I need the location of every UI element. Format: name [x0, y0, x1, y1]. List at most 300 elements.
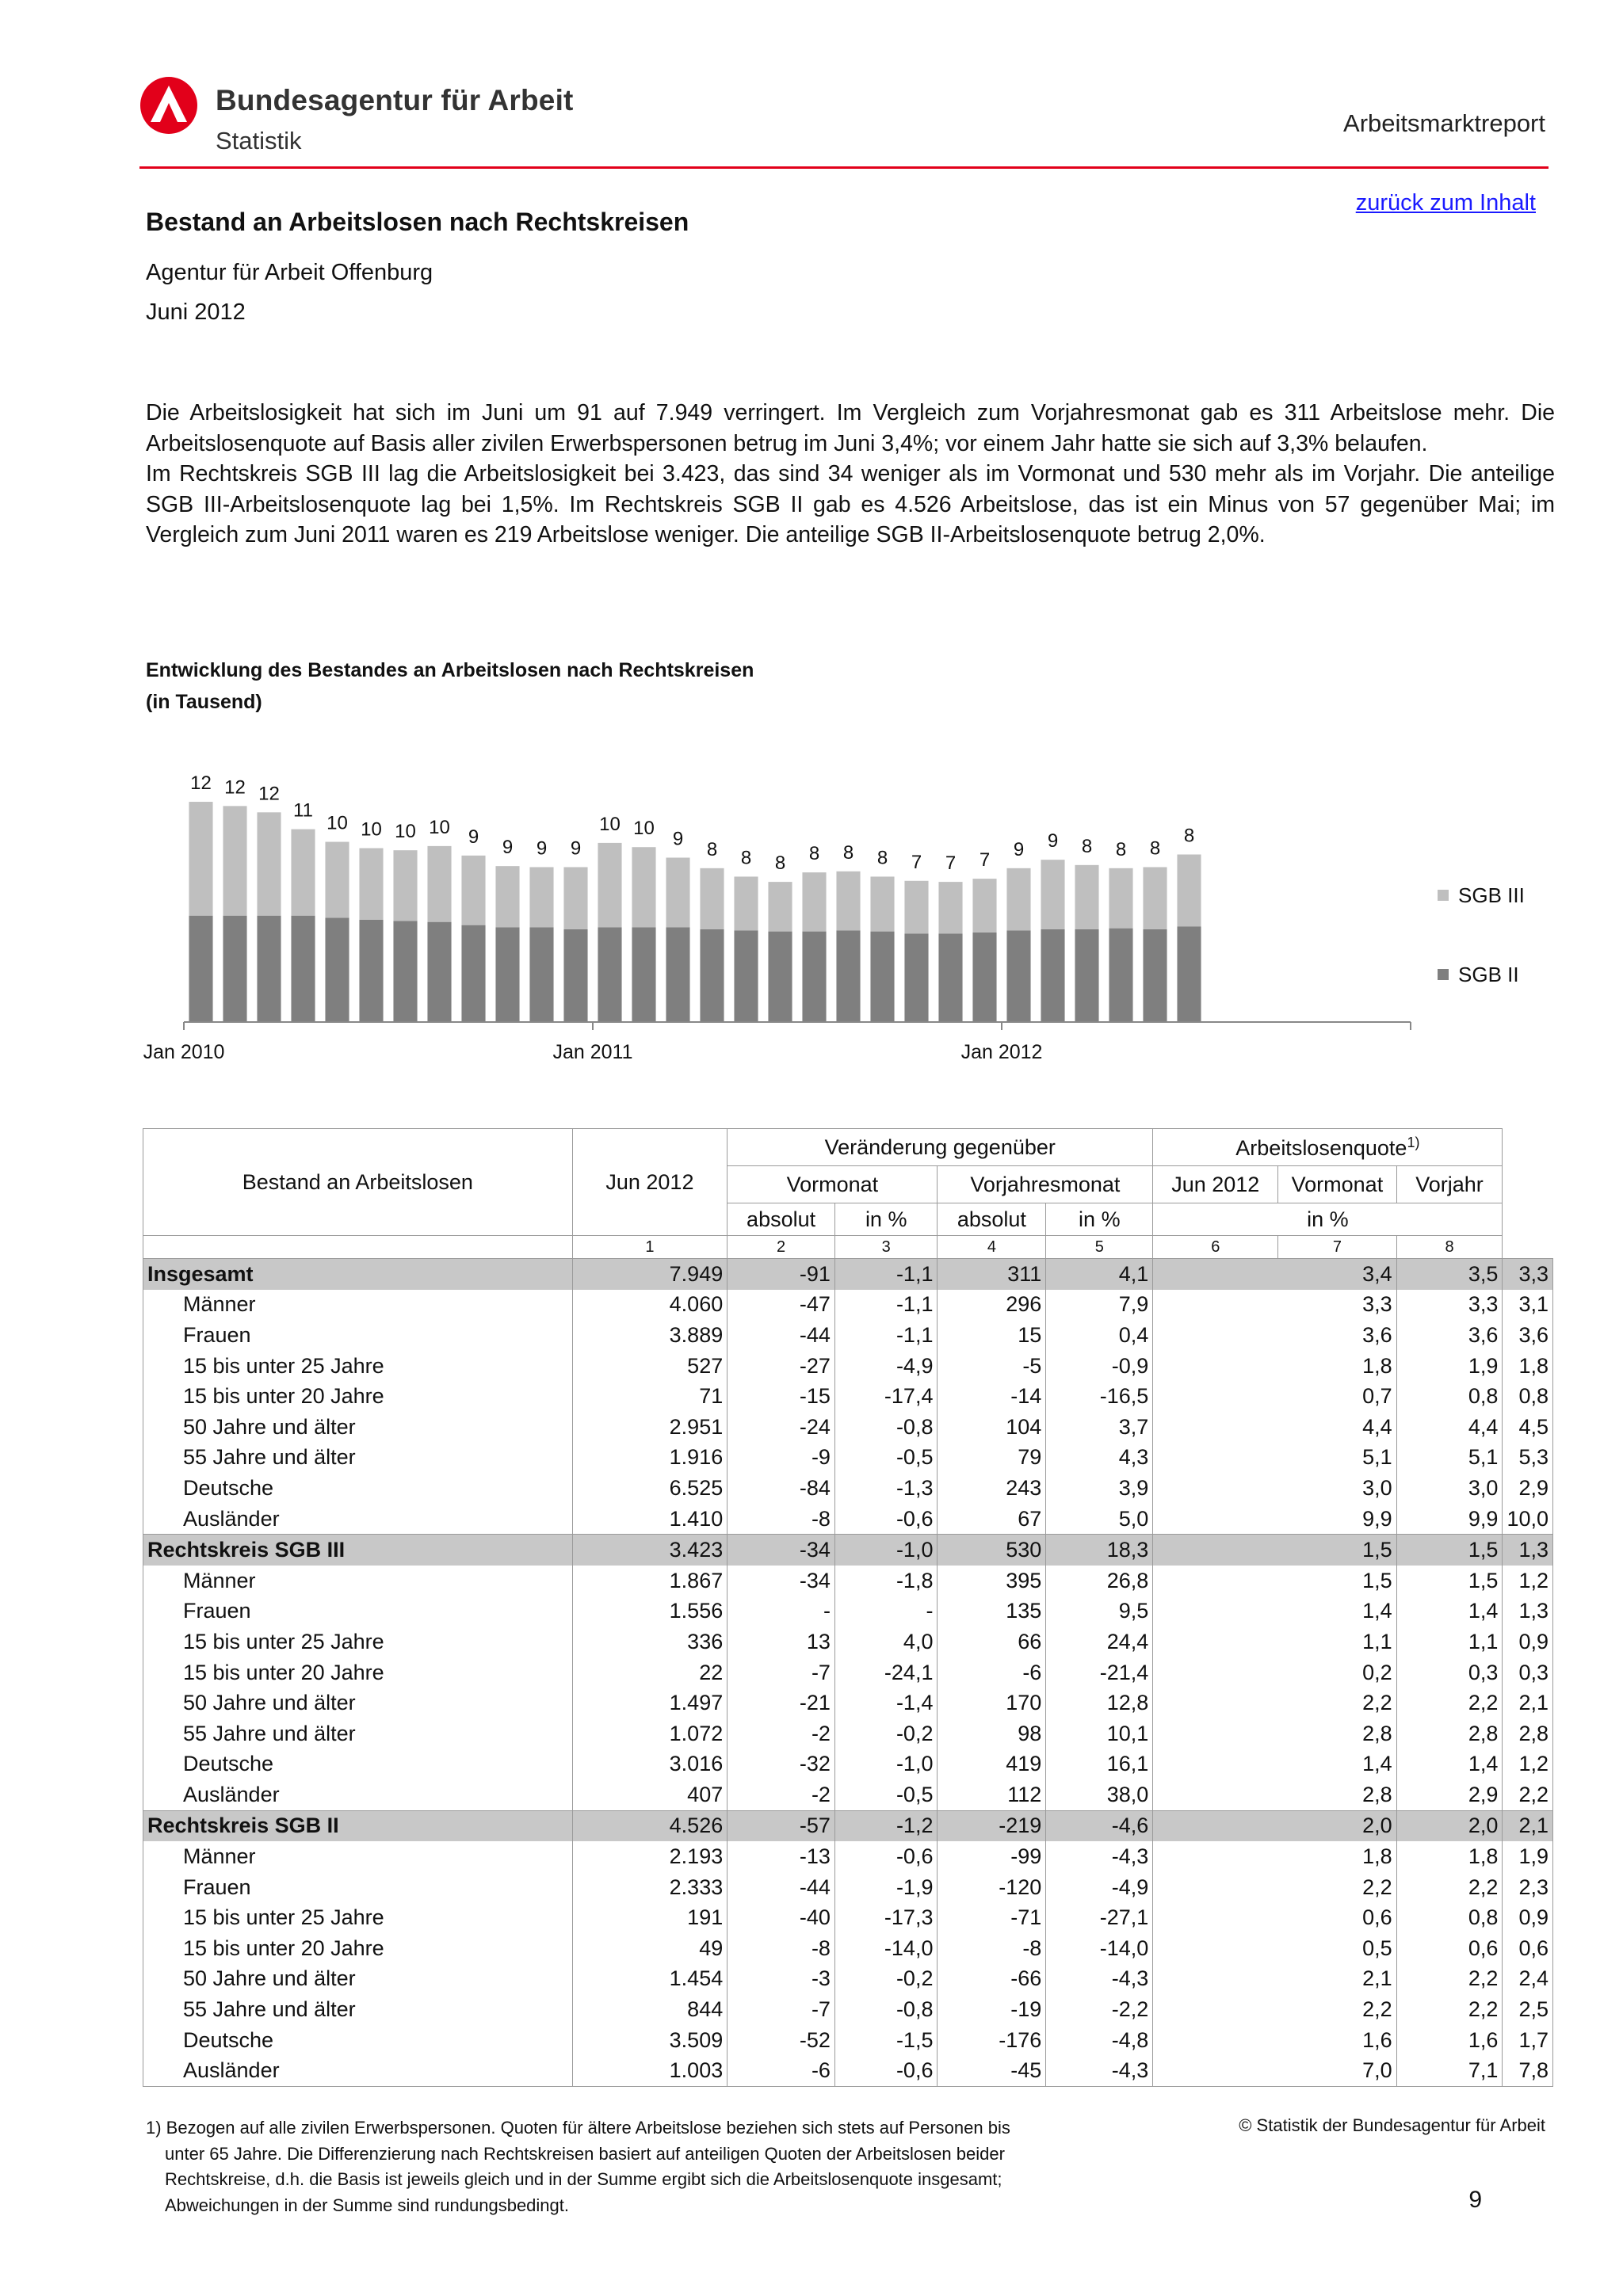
cell-col-4: -19 — [938, 1994, 1046, 2025]
cell-col-5: 0,4 — [1046, 1320, 1153, 1351]
cell-col-8: 10,0 — [1503, 1504, 1553, 1535]
cell-col-3: -0,6 — [834, 2055, 938, 2086]
cell-col-2: -27 — [727, 1351, 835, 1382]
header-quote-vormonat: Vormonat — [1278, 1166, 1396, 1203]
cell-col-8: 0,9 — [1503, 1627, 1553, 1657]
cell-col-6: 0,6 — [1153, 1902, 1396, 1933]
cell-col-6: 0,5 — [1153, 1933, 1396, 1964]
cell-col-2: -34 — [727, 1535, 835, 1566]
cell-col-4: -219 — [938, 1810, 1046, 1841]
bar-sgb3 — [359, 849, 383, 920]
bar-sgb2 — [1143, 929, 1167, 1022]
bar-sgb3 — [325, 842, 349, 918]
cell-col-6: 1,8 — [1153, 1841, 1396, 1872]
cell-col-1: 3.889 — [572, 1320, 727, 1351]
cell-col-8: 3,6 — [1503, 1320, 1553, 1351]
bar-sgb2 — [563, 929, 587, 1022]
bar-total-label: 9 — [468, 826, 479, 848]
cell-col-1: 4.526 — [572, 1810, 727, 1841]
cell-col-2: -52 — [727, 2025, 835, 2056]
bar-sgb3 — [1075, 865, 1098, 929]
bar-sgb3 — [836, 871, 860, 930]
cell-col-3: -0,5 — [834, 1779, 938, 1810]
bar-sgb2 — [1109, 929, 1132, 1022]
cell-col-4: 243 — [938, 1473, 1046, 1504]
header-quote — [1153, 1129, 1503, 1166]
cell-col-4: -71 — [938, 1902, 1046, 1933]
row-label: 15 bis unter 20 Jahre — [143, 1933, 573, 1964]
bar-sgb2 — [904, 933, 928, 1022]
report-period: Juni 2012 — [146, 299, 246, 325]
legend-label-sgb2: SGB II — [1458, 963, 1519, 986]
cell-col-7: 3,5 — [1396, 1259, 1503, 1290]
cell-col-8: 1,7 — [1503, 2025, 1553, 2056]
bar-total-label: 9 — [1047, 830, 1059, 852]
cell-col-3: -1,4 — [834, 1688, 938, 1718]
row-label: 55 Jahre und älter — [143, 1994, 573, 2025]
intro-paragraph-2: Im Rechtskreis SGB III lag die Arbeitslosigkeit bei 3.423, das sind 34 weniger als im Vormonat und 530 mehr als im Vorjahr. Die anteilige SGB III-Arbeitslosenquote lag bei 1,5%. Im Rechtskreis SGB II gab es 4.526 Arbeitslose, das ist ein Minus von 57 gegenüber Mai; im Vergleich zum Juni 2011 waren es 219 Arbeitslose weniger. Die anteilige SGB II-Arbeitslosenquote betrug 2,0%. — [146, 461, 1555, 547]
cell-col-6: 2,2 — [1153, 1872, 1396, 1903]
cell-col-5: 9,5 — [1046, 1596, 1153, 1627]
cell-col-8: 2,1 — [1503, 1688, 1553, 1718]
table-section-row — [143, 1535, 1553, 1566]
bar-sgb2 — [768, 932, 792, 1022]
cell-col-2: -91 — [727, 1259, 835, 1290]
cell-col-2: -44 — [727, 1872, 835, 1903]
table-row — [143, 1902, 1553, 1933]
table-body — [143, 1259, 1553, 2087]
bar-sgb2 — [598, 927, 621, 1022]
cell-col-1: 71 — [572, 1381, 727, 1412]
bar-sgb2 — [1075, 929, 1098, 1022]
cell-col-6: 3,4 — [1153, 1259, 1396, 1290]
legend-swatch-sgb2 — [1438, 969, 1449, 980]
cell-col-6: 0,7 — [1153, 1381, 1396, 1412]
row-label: Männer — [143, 1566, 573, 1596]
cell-col-6: 3,6 — [1153, 1320, 1396, 1351]
table-row — [143, 2025, 1553, 2056]
intro-paragraph-1: Die Arbeitslosigkeit hat sich im Juni um 91 auf 7.949 verringert. Im Vergleich zum Vorjahresmonat gab es 311 Arbeitslose mehr. Die Arbeitslosenquote auf Basis aller zivilen Erwerbspersonen betrug im Juni 3,4%; vor einem Jahr hatte sie sich auf 3,3% belaufen. — [146, 400, 1555, 456]
cell-col-1: 1.003 — [572, 2055, 727, 2086]
cell-col-7: 2,0 — [1396, 1810, 1503, 1841]
cell-col-3: -0,5 — [834, 1443, 938, 1474]
cell-col-8: 1,3 — [1503, 1596, 1553, 1627]
cell-col-1: 336 — [572, 1627, 727, 1657]
bar-total-label: 12 — [224, 776, 246, 799]
cell-col-5: 26,8 — [1046, 1566, 1153, 1596]
cell-col-6: 4,4 — [1153, 1412, 1396, 1443]
bar-sgb2 — [972, 933, 996, 1022]
cell-col-8: 3,1 — [1503, 1290, 1553, 1321]
bar-sgb3 — [495, 866, 519, 927]
table-row — [143, 1290, 1553, 1321]
cell-col-8: 0,9 — [1503, 1902, 1553, 1933]
cell-col-2: -3 — [727, 1964, 835, 1995]
bar-total-label: 8 — [1149, 837, 1161, 860]
header-colnum-4: 4 — [938, 1236, 1046, 1259]
bar-sgb3 — [666, 858, 689, 928]
bar-sgb2 — [291, 916, 315, 1022]
cell-col-2: -7 — [727, 1994, 835, 2025]
bar-sgb2 — [461, 925, 485, 1022]
cell-col-4: -8 — [938, 1933, 1046, 1964]
bar-total-label: 9 — [502, 837, 514, 859]
table-row — [143, 1504, 1553, 1535]
cell-col-6: 1,1 — [1153, 1627, 1396, 1657]
cell-col-2: -32 — [727, 1749, 835, 1780]
cell-col-7: 3,6 — [1396, 1320, 1503, 1351]
row-label: 55 Jahre und älter — [143, 1718, 573, 1749]
bar-sgb3 — [1177, 855, 1201, 927]
cell-col-4: 395 — [938, 1566, 1046, 1596]
bar-total-label: 10 — [361, 818, 382, 841]
copyright: © Statistik der Bundesagentur für Arbeit — [1239, 2115, 1545, 2135]
row-label: 50 Jahre und älter — [143, 1688, 573, 1718]
bar-sgb2 — [495, 927, 519, 1022]
bar-sgb2 — [257, 916, 281, 1022]
cell-col-6: 0,2 — [1153, 1657, 1396, 1688]
row-label: 15 bis unter 25 Jahre — [143, 1902, 573, 1933]
row-label: Ausländer — [143, 1779, 573, 1810]
bar-sgb2 — [700, 929, 724, 1022]
cell-col-5: 10,1 — [1046, 1718, 1153, 1749]
cell-col-2: -15 — [727, 1381, 835, 1412]
cell-col-4: 67 — [938, 1504, 1046, 1535]
cell-col-4: 530 — [938, 1535, 1046, 1566]
page-number: 9 — [1468, 2187, 1482, 2213]
cell-col-1: 2.193 — [572, 1841, 727, 1872]
cell-col-6: 1,4 — [1153, 1749, 1396, 1780]
table-row — [143, 1964, 1553, 1995]
cell-col-4: 66 — [938, 1627, 1046, 1657]
bar-sgb3 — [802, 872, 826, 931]
cell-col-1: 1.867 — [572, 1566, 727, 1596]
cell-col-1: 1.556 — [572, 1596, 727, 1627]
cell-col-8: 1,2 — [1503, 1566, 1553, 1596]
cell-col-3: -0,2 — [834, 1964, 938, 1995]
cell-col-2: -7 — [727, 1657, 835, 1688]
row-label: Deutsche — [143, 2025, 573, 2056]
cell-col-3: -17,4 — [834, 1381, 938, 1412]
unemployment-table — [143, 1128, 1553, 2087]
bar-sgb3 — [257, 812, 281, 915]
table-row — [143, 1351, 1553, 1382]
cell-col-6: 2,8 — [1153, 1779, 1396, 1810]
bar-sgb3 — [904, 881, 928, 934]
cell-col-7: 7,1 — [1396, 2055, 1503, 2086]
header-inpct-1: in % — [834, 1203, 938, 1236]
header-colnum-blank — [143, 1236, 573, 1259]
cell-col-7: 5,1 — [1396, 1443, 1503, 1474]
bar-total-label: 8 — [1081, 835, 1093, 857]
cell-col-2: -2 — [727, 1779, 835, 1810]
cell-col-5: -4,9 — [1046, 1872, 1153, 1903]
table-row — [143, 1749, 1553, 1780]
table-section-row — [143, 1810, 1553, 1841]
row-label: Deutsche — [143, 1749, 573, 1780]
cell-col-3: 4,0 — [834, 1627, 938, 1657]
cell-col-8: 1,8 — [1503, 1351, 1553, 1382]
cell-col-2: -21 — [727, 1688, 835, 1718]
cell-col-5: 18,3 — [1046, 1535, 1153, 1566]
row-label: 55 Jahre und älter — [143, 1443, 573, 1474]
header-quote-label: Arbeitslosenquote — [1235, 1135, 1407, 1160]
cell-col-7: 2,9 — [1396, 1779, 1503, 1810]
cell-col-2: -84 — [727, 1473, 835, 1504]
cell-col-6: 2,1 — [1153, 1964, 1396, 1995]
cell-col-1: 2.951 — [572, 1412, 727, 1443]
table-row — [143, 1596, 1553, 1627]
bar-sgb3 — [734, 876, 758, 930]
stacked-bar-chart — [135, 772, 1525, 1070]
cell-col-3: -1,5 — [834, 2025, 938, 2056]
bar-total-label: 8 — [774, 852, 786, 875]
bar-sgb2 — [325, 917, 349, 1022]
table-row — [143, 1627, 1553, 1657]
cell-col-2: 13 — [727, 1627, 835, 1657]
bar-total-label: 8 — [1115, 838, 1127, 860]
cell-col-7: 2,2 — [1396, 1994, 1503, 2025]
bar-total-label: 9 — [672, 828, 684, 850]
cell-col-2: -8 — [727, 1933, 835, 1964]
cell-col-2: -40 — [727, 1902, 835, 1933]
cell-col-3: -14,0 — [834, 1933, 938, 1964]
cell-col-6: 1,4 — [1153, 1596, 1396, 1627]
cell-col-8: 1,3 — [1503, 1535, 1553, 1566]
cell-col-2: -47 — [727, 1290, 835, 1321]
cell-col-1: 2.333 — [572, 1872, 727, 1903]
cell-col-2: - — [727, 1596, 835, 1627]
header-colnum-6: 6 — [1153, 1236, 1278, 1259]
cell-col-4: 170 — [938, 1688, 1046, 1718]
cell-col-7: 3,0 — [1396, 1473, 1503, 1504]
bar-sgb3 — [1143, 867, 1167, 929]
cell-col-4: 15 — [938, 1320, 1046, 1351]
bar-sgb3 — [1006, 868, 1030, 930]
bar-sgb3 — [632, 847, 655, 927]
footnote-line-3: Rechtskreise, d.h. die Basis ist jeweils gleich und in der Summe ergibt sich die Arbeitslosenquote insgesamt; — [165, 2169, 1002, 2189]
bar-sgb3 — [598, 843, 621, 927]
cell-col-2: -13 — [727, 1841, 835, 1872]
cell-col-6: 1,5 — [1153, 1535, 1396, 1566]
back-to-contents-link[interactable]: zurück zum Inhalt — [1355, 190, 1536, 215]
bar-sgb3 — [1041, 860, 1064, 929]
cell-col-1: 4.060 — [572, 1290, 727, 1321]
cell-col-4: 296 — [938, 1290, 1046, 1321]
bar-sgb2 — [427, 922, 451, 1022]
cell-col-5: 16,1 — [1046, 1749, 1153, 1780]
bar-sgb2 — [836, 930, 860, 1022]
cell-col-3: -1,3 — [834, 1473, 938, 1504]
cell-col-6: 2,2 — [1153, 1688, 1396, 1718]
row-label: 50 Jahre und älter — [143, 1964, 573, 1995]
cell-col-7: 0,6 — [1396, 1933, 1503, 1964]
cell-col-1: 3.016 — [572, 1749, 727, 1780]
cell-col-5: -2,2 — [1046, 1994, 1153, 2025]
cell-col-5: 4,3 — [1046, 1443, 1153, 1474]
header-inpct-2: in % — [1046, 1203, 1153, 1236]
legend-label-sgb3: SGB III — [1458, 883, 1525, 907]
footnote-line-2: unter 65 Jahre. Die Differenzierung nach Rechtskreisen basiert auf anteiligen Quoten der Arbeitslosen beider — [165, 2143, 1005, 2164]
row-label: 15 bis unter 25 Jahre — [143, 1627, 573, 1657]
cell-col-1: 1.072 — [572, 1718, 727, 1749]
bar-sgb3 — [529, 867, 553, 927]
bar-sgb2 — [1177, 927, 1201, 1022]
cell-col-1: 1.916 — [572, 1443, 727, 1474]
cell-col-4: 311 — [938, 1259, 1046, 1290]
cell-col-5: -0,9 — [1046, 1351, 1153, 1382]
header-quote-footnote-marker: 1) — [1407, 1134, 1420, 1150]
cell-col-1: 191 — [572, 1902, 727, 1933]
cell-col-4: -66 — [938, 1964, 1046, 1995]
bar-sgb2 — [666, 927, 689, 1022]
bar-total-label: 10 — [327, 812, 348, 834]
cell-col-1: 3.423 — [572, 1535, 727, 1566]
cell-col-5: 4,1 — [1046, 1259, 1153, 1290]
cell-col-7: 1,8 — [1396, 1841, 1503, 1872]
bar-total-label: 10 — [633, 818, 655, 840]
row-label: Insgesamt — [143, 1259, 573, 1290]
cell-col-8: 3,3 — [1503, 1259, 1553, 1290]
cell-col-1: 407 — [572, 1779, 727, 1810]
cell-col-1: 1.410 — [572, 1504, 727, 1535]
table-row — [143, 1872, 1553, 1903]
chart-title-line1: Entwicklung des Bestandes an Arbeitslosen nach Rechtskreisen — [146, 659, 754, 681]
bar-total-label: 12 — [190, 772, 212, 795]
bar-sgb3 — [700, 868, 724, 929]
bar-sgb3 — [1109, 868, 1132, 929]
header-colnum-8: 8 — [1396, 1236, 1503, 1259]
header-change: Veränderung gegenüber — [727, 1129, 1153, 1166]
cell-col-7: 1,5 — [1396, 1566, 1503, 1596]
cell-col-5: -16,5 — [1046, 1381, 1153, 1412]
bar-total-label: 12 — [258, 783, 280, 805]
cell-col-4: -99 — [938, 1841, 1046, 1872]
cell-col-8: 2,9 — [1503, 1473, 1553, 1504]
bar-total-label: 7 — [945, 852, 957, 875]
cell-col-8: 7,8 — [1503, 2055, 1553, 2086]
bar-sgb2 — [1006, 930, 1030, 1022]
cell-col-6: 1,6 — [1153, 2025, 1396, 2056]
chart-title — [146, 654, 754, 718]
cell-col-3: -1,0 — [834, 1535, 938, 1566]
bar-sgb2 — [802, 932, 826, 1022]
bar-sgb3 — [189, 802, 212, 916]
cell-col-4: -120 — [938, 1872, 1046, 1903]
cell-col-3: -0,6 — [834, 1504, 938, 1535]
cell-col-3: - — [834, 1596, 938, 1627]
cell-col-4: -6 — [938, 1657, 1046, 1688]
cell-col-3: -0,8 — [834, 1412, 938, 1443]
row-label: Rechtskreis SGB III — [143, 1535, 573, 1566]
legend-swatch-sgb3 — [1438, 890, 1449, 901]
cell-col-8: 2,4 — [1503, 1964, 1553, 1995]
cell-col-7: 1,1 — [1396, 1627, 1503, 1657]
cell-col-3: -0,6 — [834, 1841, 938, 1872]
table-row — [143, 2055, 1553, 2086]
cell-col-7: 3,3 — [1396, 1290, 1503, 1321]
cell-col-4: 79 — [938, 1443, 1046, 1474]
cell-col-5: 7,9 — [1046, 1290, 1153, 1321]
cell-col-3: -1,1 — [834, 1259, 938, 1290]
bar-sgb2 — [632, 927, 655, 1022]
cell-col-8: 1,9 — [1503, 1841, 1553, 1872]
report-name: Arbeitsmarktreport — [1343, 109, 1545, 137]
cell-col-8: 2,1 — [1503, 1810, 1553, 1841]
cell-col-7: 2,2 — [1396, 1872, 1503, 1903]
cell-col-6: 1,5 — [1153, 1566, 1396, 1596]
cell-col-5: -4,6 — [1046, 1810, 1153, 1841]
header-absolut-2: absolut — [938, 1203, 1046, 1236]
table-row — [143, 1841, 1553, 1872]
bar-sgb3 — [223, 806, 246, 915]
x-tick-label: Jan 2012 — [960, 1041, 1043, 1063]
cell-col-7: 2,8 — [1396, 1718, 1503, 1749]
cell-col-8: 2,2 — [1503, 1779, 1553, 1810]
cell-col-6: 3,0 — [1153, 1473, 1396, 1504]
cell-col-7: 4,4 — [1396, 1412, 1503, 1443]
cell-col-5: -27,1 — [1046, 1902, 1153, 1933]
cell-col-7: 2,2 — [1396, 1964, 1503, 1995]
bar-sgb2 — [734, 930, 758, 1022]
cell-col-2: -24 — [727, 1412, 835, 1443]
row-label: 15 bis unter 25 Jahre — [143, 1351, 573, 1382]
footnote — [146, 2115, 1113, 2218]
page-title: Bestand an Arbeitslosen nach Rechtskreisen — [146, 208, 689, 236]
cell-col-3: -0,2 — [834, 1718, 938, 1749]
header-vorjahresmonat: Vorjahresmonat — [938, 1166, 1153, 1203]
cell-col-5: -14,0 — [1046, 1933, 1153, 1964]
bar-total-label: 8 — [706, 838, 718, 860]
cell-col-8: 0,3 — [1503, 1657, 1553, 1688]
bar-total-label: 8 — [1183, 825, 1195, 847]
org-name: Bundesagentur für Arbeit — [216, 84, 574, 116]
cell-col-1: 6.525 — [572, 1473, 727, 1504]
footnote-line-1: 1) Bezogen auf alle zivilen Erwerbspersonen. Quoten für ältere Arbeitslose beziehen sich stets auf Personen bis — [146, 2118, 1010, 2138]
row-label: Rechtskreis SGB II — [143, 1810, 573, 1841]
cell-col-4: -14 — [938, 1381, 1046, 1412]
bar-sgb2 — [359, 920, 383, 1022]
table-row — [143, 1443, 1553, 1474]
cell-col-5: -4,3 — [1046, 2055, 1153, 2086]
table-row — [143, 1688, 1553, 1718]
cell-col-3: -1,1 — [834, 1320, 938, 1351]
bar-sgb3 — [938, 882, 962, 933]
cell-col-5: 3,7 — [1046, 1412, 1153, 1443]
bar-sgb3 — [461, 856, 485, 925]
cell-col-7: 1,6 — [1396, 2025, 1503, 2056]
cell-col-8: 1,2 — [1503, 1749, 1553, 1780]
cell-col-6: 2,0 — [1153, 1810, 1396, 1841]
header-colnum-2: 2 — [727, 1236, 835, 1259]
bar-sgb3 — [563, 867, 587, 929]
cell-col-5: 24,4 — [1046, 1627, 1153, 1657]
cell-col-4: 135 — [938, 1596, 1046, 1627]
cell-col-1: 7.949 — [572, 1259, 727, 1290]
header-bestand: Bestand an Arbeitslosen — [143, 1129, 573, 1236]
row-label: Männer — [143, 1841, 573, 1872]
cell-col-8: 2,3 — [1503, 1872, 1553, 1903]
bar-total-label: 11 — [293, 799, 313, 822]
bar-total-label: 10 — [395, 821, 416, 843]
cell-col-6: 3,3 — [1153, 1290, 1396, 1321]
bar-total-label: 10 — [429, 816, 450, 838]
cell-col-7: 0,3 — [1396, 1657, 1503, 1688]
cell-col-5: -4,3 — [1046, 1964, 1153, 1995]
cell-col-5: 5,0 — [1046, 1504, 1153, 1535]
bar-sgb3 — [291, 830, 315, 916]
cell-col-7: 1,4 — [1396, 1749, 1503, 1780]
